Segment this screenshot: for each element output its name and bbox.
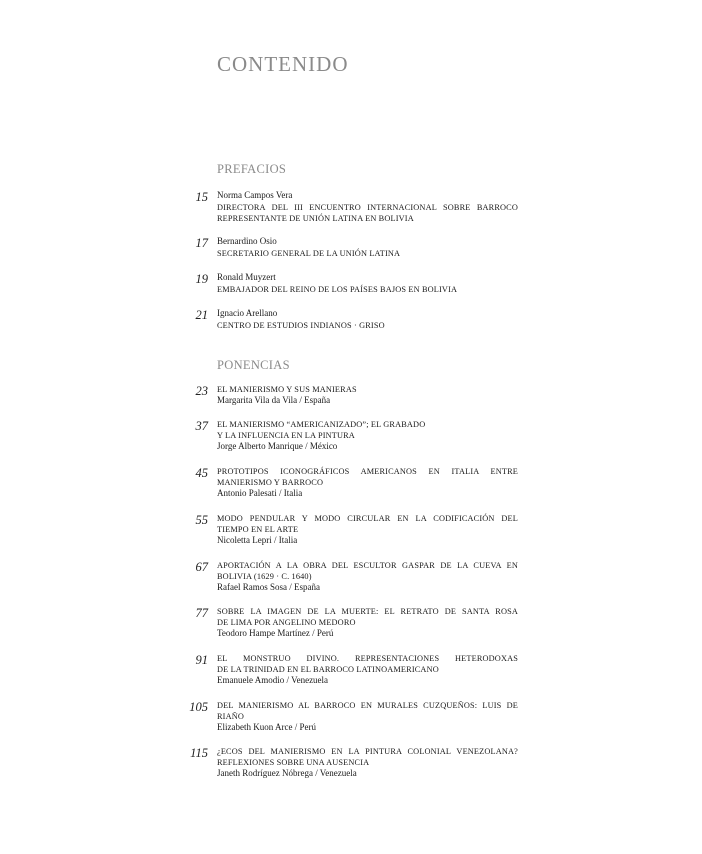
- page-number: 21: [195, 308, 208, 322]
- section-heading-ponencias: PONENCIAS: [217, 358, 290, 372]
- entry-author: Elizabeth Kuon Arce / Perú: [217, 722, 316, 732]
- entry-role: SECRETARIO GENERAL DE LA UNIÓN LATINA: [217, 248, 401, 258]
- page-number: 23: [195, 384, 208, 398]
- entry-title: APORTACIÓN A LA OBRA DEL ESCULTOR GASPAR DE LA CUEVA EN: [217, 561, 518, 570]
- entry-title: RIAÑO: [217, 712, 245, 721]
- entry-title: MODO PENDULAR Y MODO CIRCULAR EN LA CODIFICACIÓN DEL: [217, 514, 518, 523]
- entry-name: Ignacio Arellano: [217, 308, 278, 318]
- entry-title: PROTOTIPOS ICONOGRÁFICOS AMERICANOS EN ITALIA ENTRE: [217, 467, 518, 476]
- entry-name: Norma Campos Vera: [217, 190, 293, 200]
- entry-role: EMBAJADOR DEL REINO DE LOS PAÍSES BAJOS EN BOLIVIA: [217, 284, 458, 294]
- entry-title: MANIERISMO Y BARROCO: [217, 478, 324, 487]
- entry-title: DE LIMA POR ANGELINO MEDORO: [217, 618, 356, 627]
- entry-role: DIRECTORA DEL III ENCUENTRO INTERNACIONAL SOBRE BARROCO: [217, 202, 518, 212]
- page-number: 105: [189, 700, 208, 714]
- page-number: 45: [195, 466, 208, 480]
- entry-role: REPRESENTANTE DE UNIÓN LATINA EN BOLIVIA: [217, 213, 414, 223]
- entry-title: REFLEXIONES SOBRE UNA AUSENCIA: [217, 758, 370, 767]
- entry-author: Jorge Alberto Manrique / México: [217, 441, 338, 451]
- page-number: 37: [195, 419, 208, 433]
- entry-author: Antonio Palesati / Italia: [217, 488, 303, 498]
- entry-author: Rafael Ramos Sosa / España: [217, 582, 320, 592]
- entry-author: Emanuele Amodio / Venezuela: [217, 675, 329, 685]
- page-number: 67: [195, 560, 208, 574]
- entry-name: Ronald Muyzert: [217, 272, 276, 282]
- entry-author: Nicoletta Lepri / Italia: [217, 535, 298, 545]
- entry-title: EL MANIERISMO Y SUS MANIERAS: [217, 385, 357, 394]
- page-number: 77: [195, 606, 208, 620]
- page-number: 91: [195, 653, 208, 667]
- page-number: 55: [195, 513, 208, 527]
- page-number: 17: [195, 236, 208, 250]
- page-number: 15: [195, 190, 208, 204]
- page-title: CONTENIDO: [217, 52, 349, 76]
- page-number: 19: [195, 272, 208, 286]
- page-number: 115: [190, 746, 208, 760]
- entry-title: DE LA TRINIDAD EN EL BARROCO LATINOAMERICANO: [217, 665, 439, 674]
- section-heading-prefacios: PREFACIOS: [217, 162, 287, 176]
- entry-title: DEL MANIERISMO AL BARROCO EN MURALES CUZQUEÑOS: LUIS DE: [217, 701, 518, 710]
- entry-title: EL MANIERISMO “AMERICANIZADO”; EL GRABADO: [217, 420, 426, 429]
- entry-role: CENTRO DE ESTUDIOS INDIANOS · GRISO: [217, 320, 385, 330]
- entry-title: EL MONSTRUO DIVINO. REPRESENTACIONES HETERODOXAS: [217, 654, 518, 663]
- entry-title: ¿ECOS DEL MANIERISMO EN LA PINTURA COLONIAL VENEZOLANA?: [217, 747, 518, 756]
- entry-title: SOBRE LA IMAGEN DE LA MUERTE: EL RETRATO DE SANTA ROSA: [217, 607, 518, 616]
- entry-title: TIEMPO EN EL ARTE: [217, 525, 299, 534]
- entry-title: Y LA INFLUENCIA EN LA PINTURA: [217, 431, 355, 440]
- entry-author: Margarita Vila da Vila / España: [217, 395, 331, 405]
- entry-author: Teodoro Hampe Martínez / Perú: [217, 628, 334, 638]
- entry-name: Bernardino Osio: [217, 236, 277, 246]
- entry-author: Janeth Rodríguez Nóbrega / Venezuela: [217, 768, 357, 778]
- entry-title: BOLIVIA (1629 · C. 1640): [217, 572, 312, 581]
